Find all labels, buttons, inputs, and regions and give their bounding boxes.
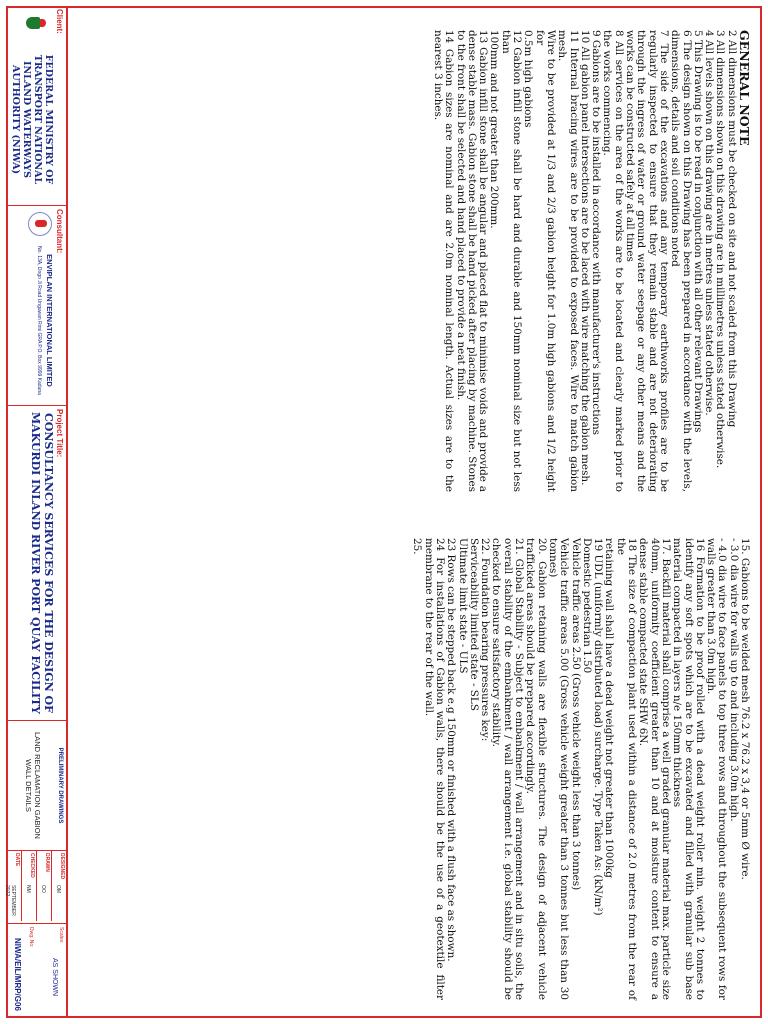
note-item: - 3.0 dia wire for walls up to and including 3.0m high. <box>727 538 740 822</box>
note-item: Serviceability limited state - SLS <box>467 538 480 711</box>
project-cell <box>6 406 66 721</box>
notes-column-2 <box>411 538 750 1000</box>
note-item: 0.5m high gabions <box>522 30 535 128</box>
note-item: 8 All services on the area of the works are to be located and clearly marked prior to the works commencing. <box>601 30 625 492</box>
project-title: CONSULTANCY SERVICES FOR THE DESIGN OF MAKURDI INLAND RIVER PORT QUAY FACILITY <box>29 411 55 715</box>
note-item: 20. Gabion retaining walls are flexible structures. The design of adjacent vehicle trafficked areas should be prepared accordingly. <box>524 538 548 1000</box>
project-label: Project Title: <box>55 409 64 458</box>
scale-drawing-number <box>6 923 66 1018</box>
note-item: 21. Global Stability - Subject to embankment / wall arrangement and in situ soils, the overall stability of the embankment / wall arrangement i.e. global stability should be checked to ensure satisfactory stability. <box>490 538 526 1000</box>
note-item: 17. Backfill material shall comprise a well graded granular material max. particle size 40mm, uniformity coefficient greater than 10 and at moisture content to ensure a dense stable compacted state SHW 6N. <box>637 538 672 1000</box>
drawing-title: LAND RECLAMATION GABION WALL DETAILS <box>24 732 42 839</box>
consultant-label: Consultant: <box>55 209 64 254</box>
note-item: 22. Foundation bearing pressures key: <box>479 538 492 742</box>
checked-value: NM <box>25 885 31 893</box>
note-item: 2 All dimensions must be checked on site and not scaled from this Drawing <box>725 30 738 428</box>
info-cell <box>6 851 66 1018</box>
note-item: 6 The design shown on this Drawing has been prepared in accordance with the levels, dimensions, details and soil conditions noted <box>669 30 693 492</box>
note-item: Domestic pedestrian 1.50 <box>580 538 593 674</box>
note-item: 23 Rows can be stepped back e.g 150mm or finished with a flush face as shown. <box>445 538 458 962</box>
consultant-name: ENVIPLAN INTERNATIONAL LIMITED <box>45 254 54 387</box>
note-item: 5 This Drawing is to be read in conjunction with all other relevant Drawings <box>691 30 704 433</box>
note-item: 10 All gabion panel intersections are to be laced with wire matching the gabion mesh. <box>578 30 591 486</box>
notes-heading: GENERAL NOTE <box>737 30 752 146</box>
note-item: Vehicle traffic areas 2.50 (Gross vehicle weight less than 3 tonnes) <box>569 538 582 891</box>
general-notes <box>78 18 750 1006</box>
drawn-row <box>36 851 51 921</box>
status-label: PRELIMINARY DRAWINGS <box>57 747 63 824</box>
designed-value: OM <box>55 885 61 894</box>
scale-label: Scales: <box>58 927 64 944</box>
note-item: 15. Gabions to be welded mesh 76.2 x 76.2 x 3,4 or 5mm Ø wire. <box>739 538 751 880</box>
date-label: DATE <box>14 853 20 867</box>
checked-row <box>21 851 36 921</box>
note-item: 7 The side of the excavations and any temporary earthworks profiles are to be regularly inspected to ensure that they remain stable and are not deteriorating through the ingress of water or ground water seepage or any other means and the works can be constructed safely at all times <box>624 30 670 492</box>
note-item: 100mm and not greater than 200mm. <box>488 30 501 229</box>
note-item: - 4.0 dia wire to face panels to top three rows and throughout the subsequent rows for walls greater than 3.0m high. <box>705 538 729 1000</box>
note-item: 9 Gabions are to be installed in accordance with manufacturer's instructions <box>590 30 603 435</box>
drawn-value: OO <box>40 885 46 893</box>
note-item: 25. <box>411 538 424 555</box>
designed-label: DESIGNED <box>59 853 65 880</box>
coat-of-arms-icon <box>20 12 46 34</box>
date-row <box>6 851 21 921</box>
designed-row <box>51 851 66 921</box>
note-item: retaining wall shall have a dead weight not greater than 1000kg <box>603 538 616 878</box>
note-item: 19 UDL (uniformly distributed load) surcharge. Type Taken As: (kN/m²) <box>592 538 605 916</box>
note-item: 4 All levels shown on this drawing are in metres unless stated otherwise. <box>703 30 716 416</box>
note-item: Wire to be provided at 1/3 and 2/3 gabion height for 1.0m high gabions and 1/2 height for <box>533 30 557 492</box>
title-block <box>6 6 68 1018</box>
note-item: 13 Gabion infill stone shall be angular and placed flat to minimise voids and provide a dense stable mass. Gabion stone shall be hand picked after placing by machine. Stones to the front shall be selected and hand placed to provide a neat finish. <box>454 30 490 492</box>
checked-label: CHECKED <box>29 853 35 878</box>
note-item: 12 Gabion infill stone shall be hard and durable and 150mm nominal size but not less than <box>499 30 524 492</box>
note-item: 14 Gabion sizes are nominal and are 2.0m nominal length. Actual sizes are to the nearest 3 inches. <box>431 30 456 492</box>
note-item: Vehicle traffic areas 5.00 (Gross vehicle weight greater than 3 tonnes but less than 30 tonnes) <box>546 538 571 1000</box>
consultant-address: No. 13A, Dogo Ji Road Unguwan Rimi GRA P.O. Box 9999 Kaduna <box>36 246 42 395</box>
client-cell <box>6 6 66 206</box>
client-name: FEDERAL MINISTRY OF TRANSPORT NATIONAL INLAND WATERWAYS AUTHORITY (NIWA) <box>10 54 54 185</box>
note-item: 24 For installations of Gabion walls, there should be the use of a geotextile filter membrane to the rear of the wall. <box>422 538 446 1000</box>
scale-value: AS SHOWN <box>51 958 58 997</box>
note-item: 18 The size of compaction plant used within a distance of 2.0 metres from the rear of the <box>614 538 639 1000</box>
notes-column-1 <box>432 30 750 492</box>
note-item: 11 Internal bracing wires are to be provided to exposed faces. Wire to match gabion mesh. <box>556 30 580 492</box>
consultant-cell <box>6 206 66 406</box>
date-value: SEPTEMBER 2022 <box>4 885 16 916</box>
note-item: 3 All dimensions shown on this drawing are in millimetres unless stated otherwise. <box>714 30 727 469</box>
consultant-logo-icon <box>28 212 52 236</box>
note-item: Ultimate limit state - ULS <box>456 538 469 674</box>
client-label: Client: <box>55 9 64 34</box>
drawing-title-cell <box>6 721 66 851</box>
drawing-number: NIWA/EIL/MRP/G06 <box>13 938 22 1011</box>
note-item: 16 Formation to be proof rolled with a dead weight roller min. weight 2 tonnes to identify any soft spots which are to be excavated and filled with granular sub base material compacted in layers n/e 150mm thickness <box>671 538 706 1000</box>
drawing-number-label: Dwg. No: <box>28 927 34 948</box>
drawn-label: DRAWN <box>44 853 50 872</box>
